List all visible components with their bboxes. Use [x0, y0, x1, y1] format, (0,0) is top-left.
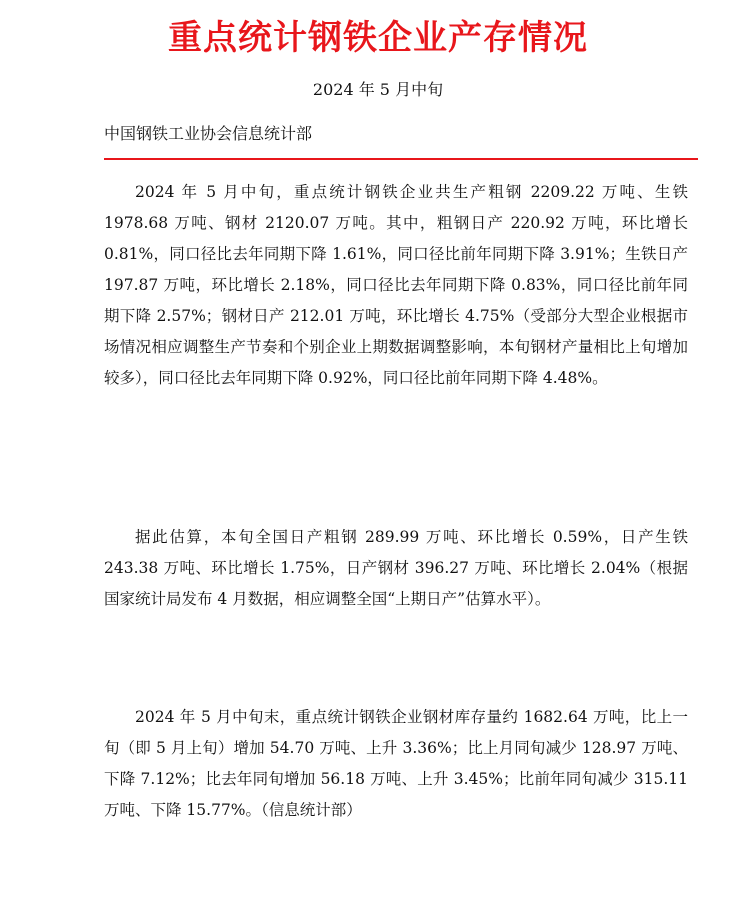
- document-title: 重点统计钢铁企业产存情况: [168, 18, 588, 58]
- header-divider: [104, 158, 698, 160]
- paragraph-inventory: 2024 年 5 月中旬末，重点统计钢铁企业钢材库存量约 1682.64 万吨，比上一旬（即 5 月上旬）增加 54.70 万吨、上升 3.36%；比上月同旬减少 128.97 万吨、下降 7.12%；比去年同旬增加 56.18 万吨、上升 3.45%；比前年同旬减少 315.11 万吨、下降 15.77%。（信息统计部）: [104, 708, 688, 819]
- paragraph-national-estimate: 据此估算，本旬全国日产粗钢 289.99 万吨、环比增长 0.59%，日产生铁 243.38 万吨、环比增长 1.75%，日产钢材 396.27 万吨、环比增长 2.04%（根据国家统计局发布 4 月数据，相应调整全国“上期日产”估算水平）。: [104, 528, 688, 608]
- paragraph-production: 2024 年 5 月中旬，重点统计钢铁企业共生产粗钢 2209.22 万吨、生铁 1978.68 万吨、钢材 2120.07 万吨。其中，粗钢日产 220.92 万吨，环比增长 0.81%，同口径比去年同期下降 1.61%，同口径比前年同期下降 3.91%；生铁日产 197.87 万吨，环比增长 2.18%，同口径比去年同期下降 0.83%，同口径比前年同期下降 2.57%；钢材日产 212.01 万吨，环比增长 4.75%（受部分大型企业根据市场情况相应调整生产节奏和个别企业上期数据调整影响，本旬钢材产量相比上旬增加较多），同口径比去年同期下降 0.92%，同口径比前年同期下降 4.48%。: [104, 183, 688, 387]
- issuer-name: 中国钢铁工业协会信息统计部: [104, 124, 313, 143]
- document-date: 2024 年 5 月中旬: [312, 80, 444, 99]
